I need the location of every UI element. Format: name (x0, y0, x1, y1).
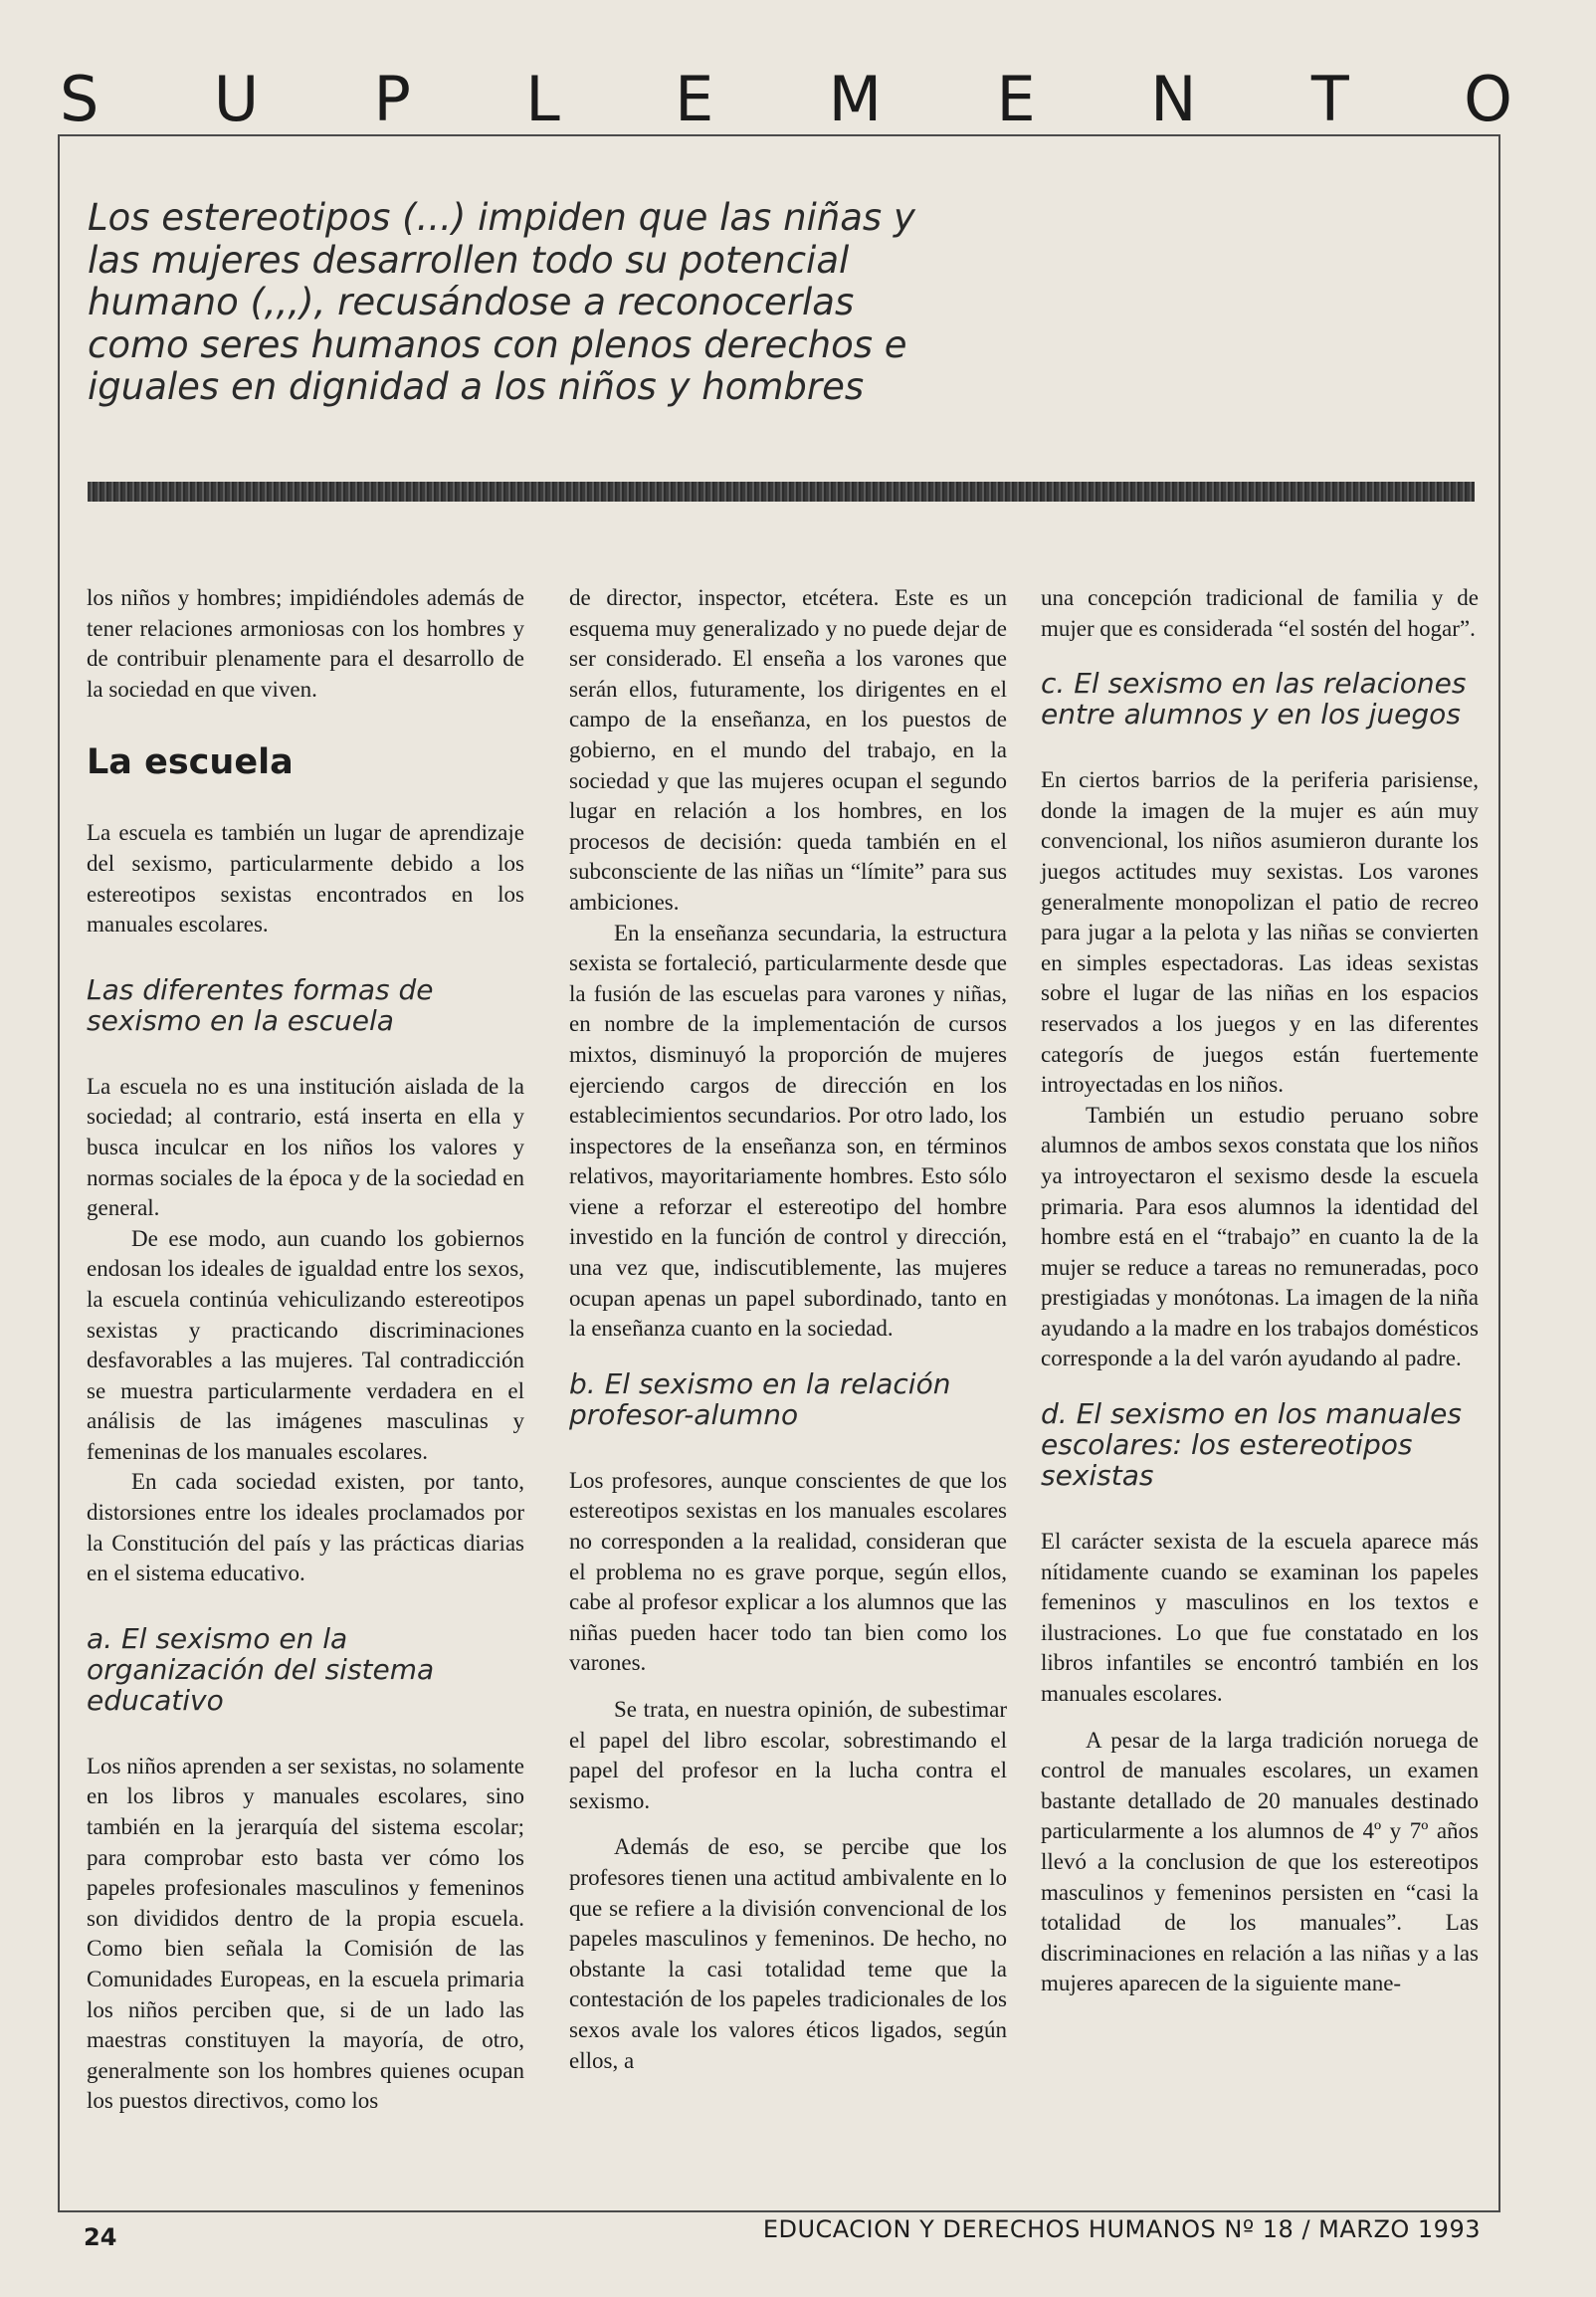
pull-quote: Los estereotipos (...) impiden que las niñas y las mujeres desarrollen todo su potencial humano (,,,), recusándose a reconocerlas como seres humanos con plenos derechos e iguales en dignidad a los niños y hombres (88, 196, 915, 408)
header-letter: U (213, 63, 260, 135)
page-number: 24 (84, 2223, 117, 2251)
paragraph: En la enseñanza secundaria, la estructura sexista se fortaleció, particularmente desde que la fusión de las escuelas para varones y niñas, en nombre de la implementación de cursos mixtos, disminuyó la proporción de mujeres ejerciendo cargos de dirección en los establecimientos secundarios. Por otro lado, los inspectores de la enseñanza son, en términos relativos, mayoritariamente hombres. Esto sólo viene a reforzar el estereotipo del hombre investido en la función de control y dirección, una vez que, indiscutiblemente, las mujeres ocupan apenas un papel subordinado, tanto en la enseñanza cuanto en la sociedad. (569, 920, 1007, 1342)
header-letter: T (1310, 63, 1349, 135)
paragraph: de director, inspector, etcétera. Este es un esquema muy generalizado y no puede dejar de ser considerado. El enseña a los varones que serán ellos, futuramente, los dirigentes en el campo de la enseñanza, en los puestos de gobierno, en el mundo del trabajo, en la sociedad y que las mujeres ocupan el segundo lugar en relación a los hombres, en los procesos de decisión: queda también en el subconsciente de las niñas un “límite” para sus ambiciones. (569, 585, 1007, 915)
paragraph: Los niños aprenden a ser sexistas, no solamente en los libros y manuales escolares, sino también en la jerarquía del sistema escolar; para comprobar esto basta ver cómo los papeles profesionales masculinos y femeninos son divididos dentro de la propia escuela. Como bien señala la Comisión de las Comunidades Europeas, en la escuela primaria los niños perciben que, si de un lado las maestras constituyen la mayoría, de otro, generalmente son los hombres quienes ocupan los puestos directivos, como los (87, 1753, 524, 2114)
paragraph: En ciertos barrios de la periferia parisiense, donde la imagen de la mujer es aún muy convencional, los niños asumieron durante los juegos actitudes muy sexistas. Los varones generalmente monopolizan el patio de recreo para jugar a la pelota y las niñas se convierten en simples espectadoras. Las ideas sexistas sobre el lugar de las niñas en los espacios reservados a los juegos y en las diferentes categorís de juegos están fuertemente introyectadas en los niños. (1041, 767, 1479, 1098)
subsection-heading: d. El sexismo en los manuales escolares: los estereotipos sexistas (1041, 1397, 1462, 1493)
paragraph: El carácter sexista de la escuela aparece más nítidamente cuando se examinan los papeles femeninos y masculinos en los textos e ilustraciones. Lo que fue constatado en los libros infantiles se encontró también en los manuales escolares. (1041, 1529, 1479, 1707)
publication-footer: EDUCACION Y DERECHOS HUMANOS Nº 18 / MARZO 1993 (762, 2215, 1481, 2243)
paragraph: los niños y hombres; impidiéndoles además de tener relaciones armoniosas con los hombres y de contribuir plenamente para el desarrollo de la sociedad en que viven. (87, 585, 524, 702)
header-letter: M (828, 63, 883, 135)
paragraph: La escuela es también un lugar de aprendizaje del sexismo, particularmente debido a los estereotipos sexistas encontrados en los manuales escolares. (87, 820, 524, 938)
subsection-heading: Las diferentes formas de sexismo en la escuela (87, 972, 434, 1037)
column-2 (569, 583, 1007, 2195)
header-letter: O (1464, 63, 1512, 135)
paragraph: A pesar de la larga tradición noruega de control de manuales escolares, un examen bastante detallado de 20 manuales destinado particularmente a los alumnos de 4º y 7º años llevó a la conclusion de que los estereotipos masculinos y femeninos persisten en “casi la totalidad de los manuales”. Las discriminaciones en relación a las niñas y a las mujeres aparecen de la siguiente mane- (1041, 1727, 1479, 1996)
header-letter: E (675, 63, 714, 135)
section-header-suplemento (60, 62, 1512, 137)
column-3 (1041, 583, 1479, 2195)
header-letter: S (60, 63, 100, 135)
subsection-heading: b. El sexismo en la relación profesor-alumno (569, 1366, 951, 1431)
header-letter: E (996, 63, 1036, 135)
paragraph: En cada sociedad existen, por tanto, distorsiones entre los ideales proclamados por la Constitución del país y las prácticas diarias en el sistema educativo. (87, 1469, 524, 1586)
paragraph: una concepción tradicional de familia y de mujer que es considerada “el sostén del hogar”. (1041, 585, 1479, 641)
header-letter: N (1150, 63, 1197, 135)
subsection-heading: c. El sexismo en las relaciones entre alumnos y en los juegos (1041, 667, 1467, 731)
paragraph: Los profesores, aunque conscientes de que los estereotipos sexistas en los manuales escolares no corresponden a la realidad, consideran que el problema no es grave porque, según ellos, cabe al profesor explicar a los alumnos que las niñas pueden hacer todo tan bien como los varones. (569, 1467, 1007, 1676)
paragraph: Además de eso, se percibe que los profesores tienen una actitud ambivalente en lo que se refiere a la división convencional de los papeles masculinos y femeninos. De hecho, no obstante la casi totalidad teme que la contestación de los papeles tradicionales de los sexos avale los valores éticos ligados, según ellos, a (569, 1834, 1007, 2073)
paragraph: También un estudio peruano sobre alumnos de ambos sexos constata que los niños ya introyectaron el sexismo desde la escuela primaria. Para esos alumnos la identidad del hombre está en el “trabajo” en cuanto la de la mujer se reduce a tareas no remuneradas, poco prestigiadas y monótonas. La imagen de la niña ayudando a la madre en los trabajos domésticos corresponde a la del varón ayudando al padre. (1041, 1102, 1479, 1371)
paragraph: La escuela no es una institución aislada de la sociedad; al contrario, está inserta en ella y busca inculcar en los niños los valores y normas sociales de la época y de la sociedad en general. (87, 1073, 524, 1221)
paragraph: Se trata, en nuestra opinión, de subestimar el papel del libro escolar, sobrestimando el papel del profesor en la lucha contra el sexismo. (569, 1697, 1007, 1813)
divider-bar (88, 482, 1475, 502)
section-heading: La escuela (87, 742, 294, 783)
header-letter: L (525, 63, 560, 135)
subsection-heading: a. El sexismo en la organización del sistema educativo (87, 1621, 435, 1717)
paragraph: De ese modo, aun cuando los gobiernos endosan los ideales de igualdad entre los sexos, la escuela continúa vehiculizando estereotipos sexistas y practicando discriminaciones desfavorables a las mujeres. Tal contradicción se muestra particularmente verdadera en el análisis de las imágenes masculinas y femeninas de los manuales escolares. (87, 1225, 524, 1464)
column-1 (87, 583, 524, 2195)
header-letter: P (373, 63, 411, 135)
